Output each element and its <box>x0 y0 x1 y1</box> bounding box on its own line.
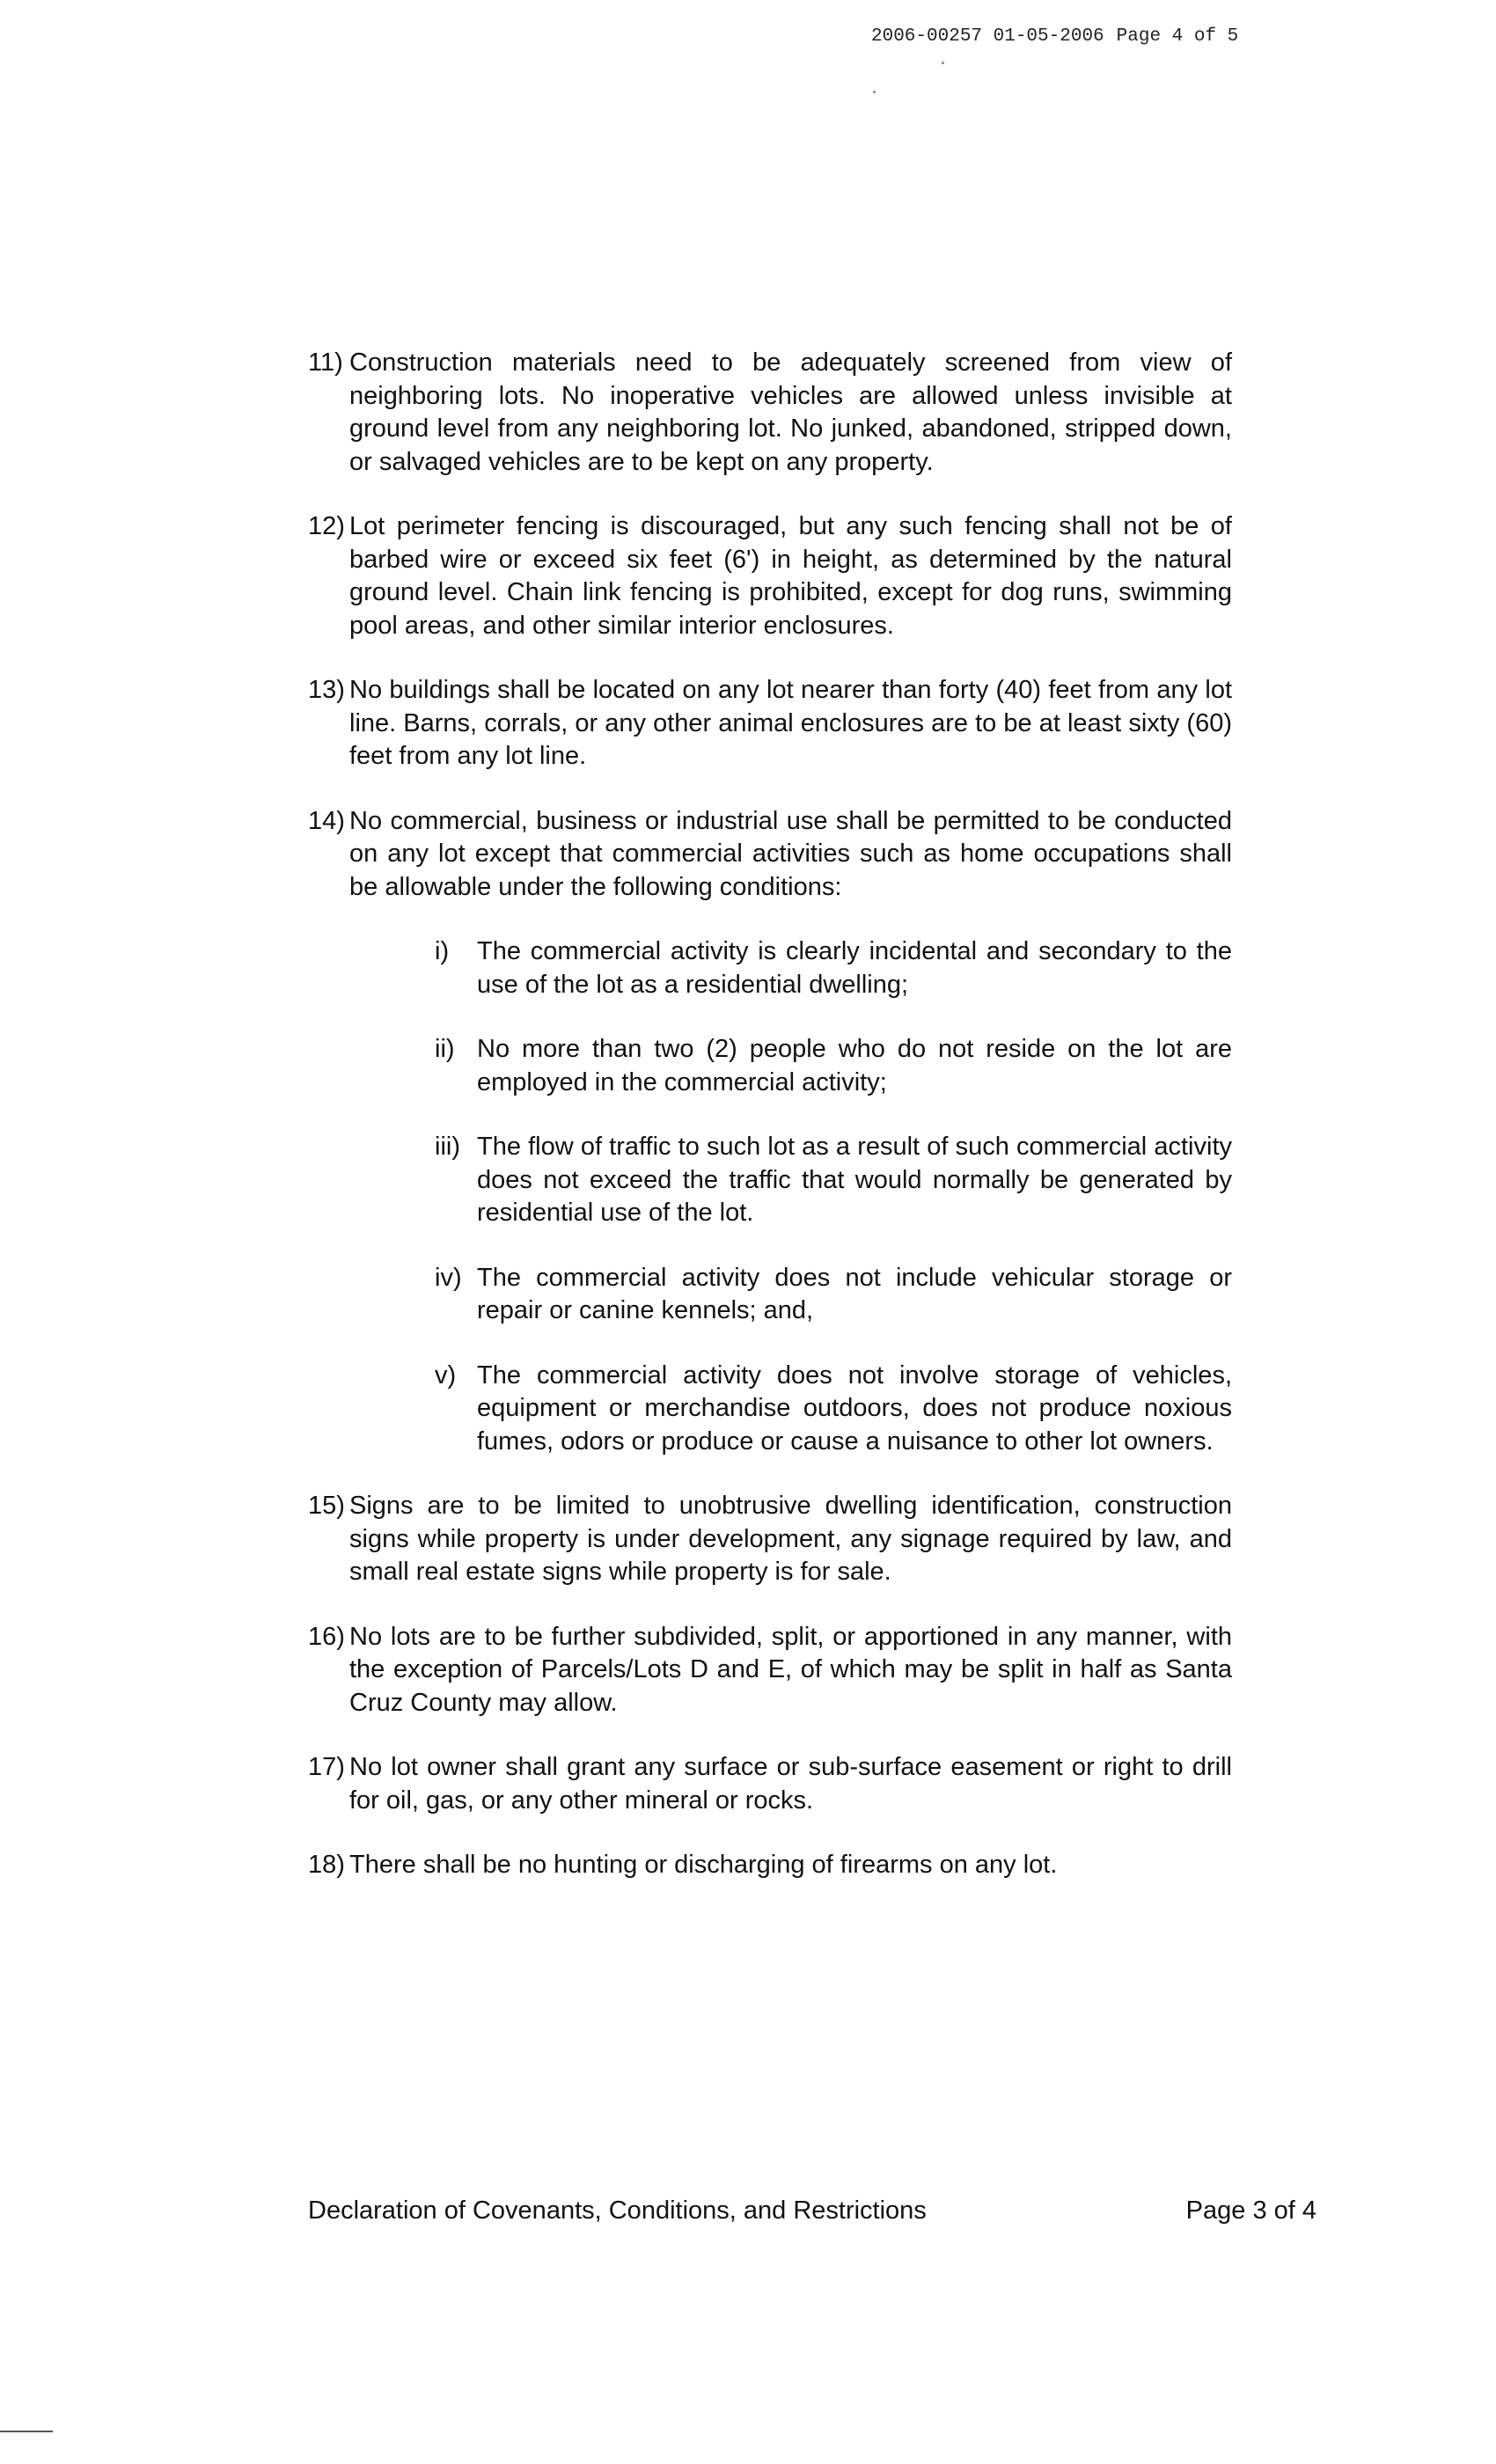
condition-item <box>350 1262 1232 1328</box>
clause-number: 17) <box>308 1753 345 1781</box>
condition-numeral: iv) <box>435 1263 462 1292</box>
clause-18 <box>308 1849 1232 1882</box>
clause-text: No lots are to be further subdivided, split, or apportioned in any manner, with the exception of Parcels/Lots D and E, of which may be split in half as Santa Cruz County may allow. <box>349 1622 1232 1717</box>
clause-16 <box>308 1621 1232 1720</box>
clause-text: Signs are to be limited to unobtrusive dwelling identification, construction signs while property is under development, any signage required by law, and small real estate signs while property is for sale. <box>349 1492 1232 1586</box>
clause-17 <box>308 1751 1232 1817</box>
scan-speck <box>873 91 876 93</box>
clause-14 <box>308 805 1232 1459</box>
clause-text: No buildings shall be located on any lot nearer than forty (40) feet from any lot line. Barns, corrals, or any other animal enclosures are to be at least sixty (60) feet from any lot line. <box>349 676 1232 770</box>
condition-item <box>350 1360 1232 1459</box>
condition-numeral: iii) <box>435 1133 460 1161</box>
clause-15 <box>308 1490 1232 1589</box>
scan-speck <box>942 62 944 64</box>
clause-text: No lot owner shall grant any surface or sub-surface easement or right to drill for oil, gas, or any other mineral or rocks. <box>349 1753 1232 1815</box>
condition-list <box>350 935 1232 1458</box>
clause-number: 11) <box>308 348 343 377</box>
condition-numeral: v) <box>435 1360 457 1390</box>
condition-text: The flow of traffic to such lot as a result of such commercial activity does not exceed the traffic that would normally be generated by residential use of the lot. <box>477 1133 1232 1227</box>
condition-item <box>350 935 1232 1001</box>
footer-document-title: Declaration of Covenants, Conditions, and Restrictions <box>308 2196 927 2225</box>
condition-text: The commercial activity does not involve storage of vehicles, equipment or merchandise outdoors, does not produce noxious fumes, odors or produce or cause a nuisance to other lot owners. <box>477 1360 1232 1456</box>
clause-text: There shall be no hunting or discharging of firearms on any lot. <box>349 1851 1058 1879</box>
clause-13 <box>308 674 1232 774</box>
condition-numeral: ii) <box>435 1035 455 1063</box>
clause-text: No commercial, business or industrial use shall be permitted to be conducted on any lot except that commercial activities such as home occupations shall be allowable under the following conditions: <box>349 806 1232 901</box>
clause-number: 16) <box>308 1622 345 1651</box>
stamp-page-number: Page 4 of 5 <box>1116 26 1239 47</box>
condition-text: The commercial activity is clearly incidental and secondary to the use of the lot as a residential dwelling; <box>477 937 1232 999</box>
clause-number: 12) <box>308 512 345 540</box>
page-footer <box>308 2196 1316 2226</box>
scan-edge-mark <box>0 2431 53 2432</box>
clause-text: Construction materials need to be adequately screened from view of neighboring lots. No inoperative vehicles are allowed unless invisible at ground level from any neighboring lot. No junked, abandoned, stripped down, or salvaged vehicles are to be kept on any property. <box>349 348 1232 476</box>
condition-text: No more than two (2) people who do not reside on the lot are employed in the commercial activity; <box>477 1035 1232 1096</box>
condition-numeral: i) <box>435 937 450 965</box>
condition-item <box>350 1033 1232 1099</box>
condition-text: The commercial activity does not include vehicular storage or repair or canine kennels; and, <box>477 1263 1232 1324</box>
clause-11 <box>308 347 1232 479</box>
clause-number: 18) <box>308 1851 345 1879</box>
covenant-clauses <box>308 347 1232 1914</box>
condition-item <box>350 1131 1232 1230</box>
clause-12 <box>308 510 1232 642</box>
footer-page-number: Page 3 of 4 <box>1185 2196 1316 2225</box>
clause-text: Lot perimeter fencing is discouraged, but any such fencing shall not be of barbed wire or exceed six feet (6') in height, as determined by the natural ground level. Chain link fencing is prohibited, except for dog runs, swimming pool areas, and other similar interior enclosures. <box>349 512 1232 640</box>
clause-number: 13) <box>308 676 345 704</box>
clause-number: 14) <box>308 806 345 835</box>
clause-number: 15) <box>308 1492 345 1520</box>
record-number: 2006-00257 01-05-2006 <box>871 26 1104 47</box>
recording-stamp <box>871 26 1238 47</box>
